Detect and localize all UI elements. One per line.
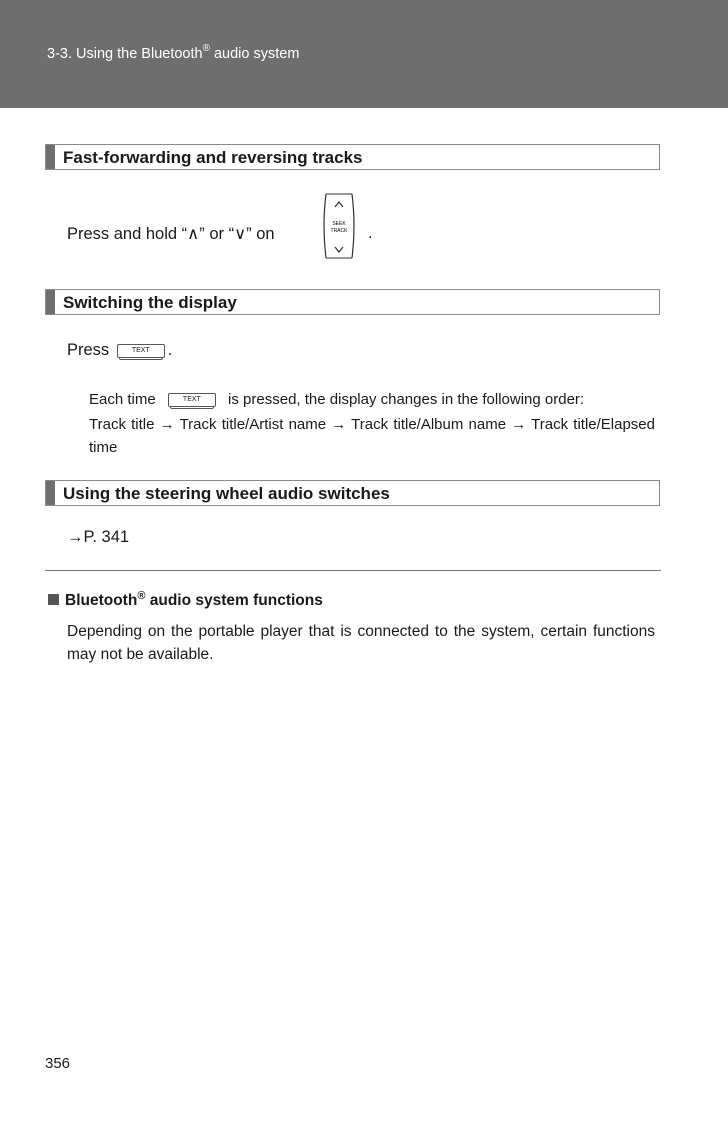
header-title: 3-3. Using the Bluetooth® audio system: [47, 43, 300, 62]
functions-body: Depending on the portable player that is connected to the system, certain functions may not be available.: [67, 623, 655, 663]
divider: [45, 570, 661, 571]
section-fast-forwarding: [45, 144, 660, 170]
each-time-note: Each time TEXT is pressed, the display changes in the following order:: [89, 391, 585, 408]
section-title: Fast-forwarding and reversing tracks: [63, 148, 363, 167]
section-title: Using the steering wheel audio switches: [63, 484, 390, 503]
section-switching-display: [45, 289, 660, 315]
functions-heading: Bluetooth® audio system functions: [48, 590, 323, 610]
press-text-instruction: Press TEXT .: [67, 341, 173, 359]
text-button-icon: TEXT: [117, 344, 165, 358]
svg-text:SEEK: SEEK: [332, 221, 346, 227]
display-order-text: Track title → Track title/Artist name → Track title/Album name → Track title/Elapsed time: [89, 416, 655, 456]
section-steering-switches: [45, 480, 660, 506]
text-button-icon: TEXT: [168, 393, 216, 407]
square-bullet-icon: [48, 594, 59, 605]
page-number: 356: [45, 1055, 71, 1072]
fast-forward-instruction: Press and hold “∧” or “∨” on: [67, 225, 275, 243]
page-header: [0, 0, 728, 108]
section-accent: [46, 481, 55, 505]
section-accent: [46, 145, 55, 169]
svg-text:TRACK: TRACK: [330, 228, 348, 234]
fast-forward-period: .: [368, 224, 373, 242]
section-accent: [46, 290, 55, 314]
section-title: Switching the display: [63, 293, 237, 312]
page-reference-link[interactable]: →P. 341: [67, 528, 130, 546]
seek-track-switch-icon: [318, 190, 360, 262]
